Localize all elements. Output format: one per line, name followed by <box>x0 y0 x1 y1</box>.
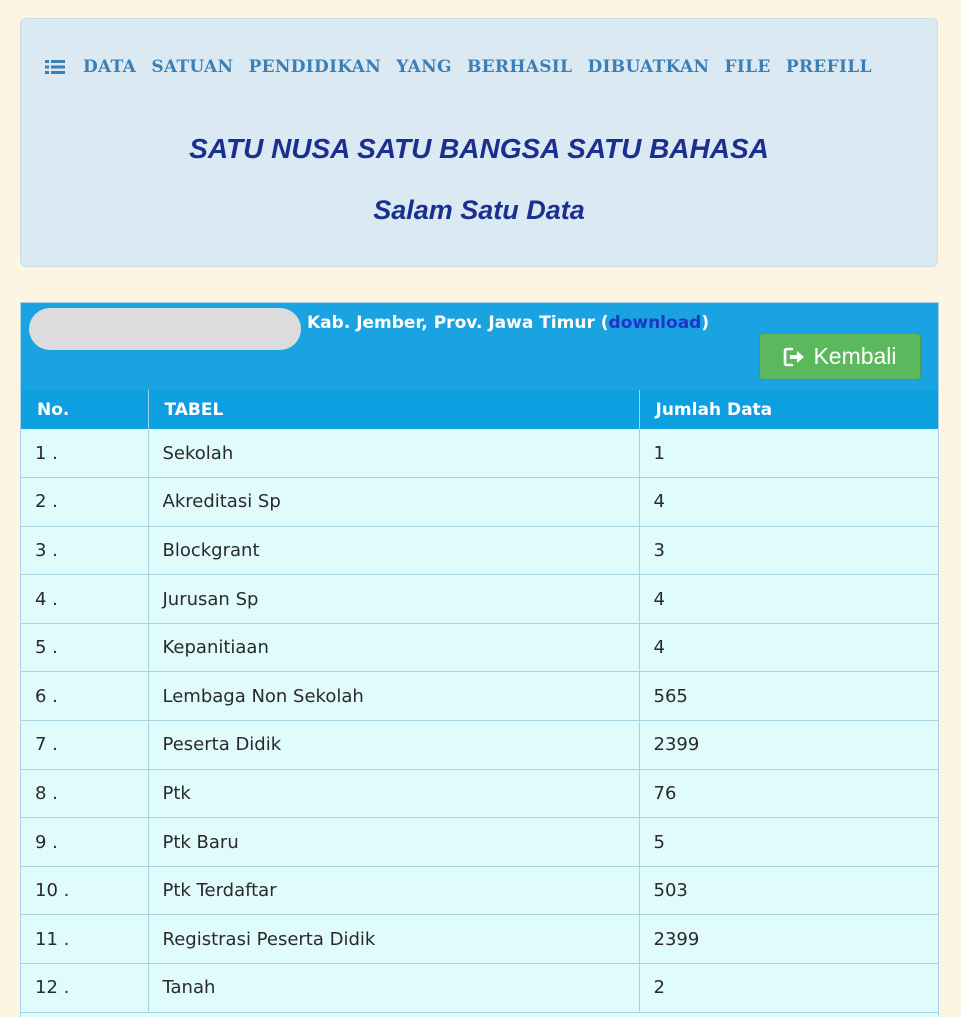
location-prefix: Kab. Jember, Prov. Jawa Timur ( <box>307 313 609 333</box>
table-row <box>21 478 939 527</box>
header-title-text: DATA SATUAN PENDIDIKAN YANG BERHASIL DIBUATKAN FILE PREFILL <box>83 57 872 77</box>
cell-jumlah: 503 <box>639 866 939 915</box>
cell-no: 4 . <box>21 575 148 624</box>
cell-no: 8 . <box>21 769 148 818</box>
table-row <box>21 575 939 624</box>
cell-tabel: Ptk Baru <box>148 818 639 867</box>
column-header-no: No. <box>21 390 148 429</box>
data-table <box>21 390 939 1013</box>
table-row <box>21 672 939 721</box>
list-icon <box>45 59 65 75</box>
cell-jumlah: 76 <box>639 769 939 818</box>
data-table-panel <box>20 302 939 1017</box>
table-row <box>21 964 939 1013</box>
cell-jumlah: 3 <box>639 526 939 575</box>
cell-jumlah: 1 <box>639 429 939 478</box>
cell-no: 9 . <box>21 818 148 867</box>
location-label <box>307 313 709 333</box>
cell-jumlah: 2399 <box>639 721 939 770</box>
table-row <box>21 769 939 818</box>
cell-no: 2 . <box>21 478 148 527</box>
cell-tabel: Lembaga Non Sekolah <box>148 672 639 721</box>
cell-jumlah: 2399 <box>639 915 939 964</box>
cell-no: 12 . <box>21 964 148 1013</box>
panel-heading <box>21 303 938 390</box>
motto-line-2: Salam Satu Data <box>373 195 585 225</box>
table-row <box>21 623 939 672</box>
cell-jumlah: 565 <box>639 672 939 721</box>
cell-jumlah: 4 <box>639 623 939 672</box>
table-header-row <box>21 390 939 429</box>
cell-jumlah: 2 <box>639 964 939 1013</box>
table-row <box>21 526 939 575</box>
back-button[interactable] <box>759 333 921 380</box>
column-header-jumlah: Jumlah Data <box>639 390 939 429</box>
header-title <box>45 57 917 77</box>
cell-tabel: Akreditasi Sp <box>148 478 639 527</box>
cell-no: 10 . <box>21 866 148 915</box>
cell-jumlah: 5 <box>639 818 939 867</box>
cell-tabel: Registrasi Peserta Didik <box>148 915 639 964</box>
motto-line-1: SATU NUSA SATU BANGSA SATU BAHASA <box>189 133 769 164</box>
cell-no: 1 . <box>21 429 148 478</box>
location-suffix: ) <box>701 313 710 333</box>
cell-no: 11 . <box>21 915 148 964</box>
cell-tabel: Peserta Didik <box>148 721 639 770</box>
table-row <box>21 915 939 964</box>
cell-no: 7 . <box>21 721 148 770</box>
cell-tabel: Jurusan Sp <box>148 575 639 624</box>
cell-tabel: Blockgrant <box>148 526 639 575</box>
table-row <box>21 429 939 478</box>
cell-jumlah: 4 <box>639 478 939 527</box>
cell-tabel: Sekolah <box>148 429 639 478</box>
cell-tabel: Tanah <box>148 964 639 1013</box>
cell-no: 5 . <box>21 623 148 672</box>
cell-tabel: Ptk <box>148 769 639 818</box>
back-button-label: Kembali <box>813 343 897 369</box>
table-row <box>21 721 939 770</box>
cell-tabel: Ptk Terdaftar <box>148 866 639 915</box>
table-row <box>21 866 939 915</box>
sign-out-icon <box>783 346 805 368</box>
cell-tabel: Kepanitiaan <box>148 623 639 672</box>
cell-no: 3 . <box>21 526 148 575</box>
table-row <box>21 818 939 867</box>
cell-jumlah: 4 <box>639 575 939 624</box>
header-panel <box>20 18 938 267</box>
redacted-school-name <box>29 308 301 350</box>
download-link[interactable]: download <box>608 313 702 333</box>
column-header-tabel: TABEL <box>148 390 639 429</box>
cell-no: 6 . <box>21 672 148 721</box>
